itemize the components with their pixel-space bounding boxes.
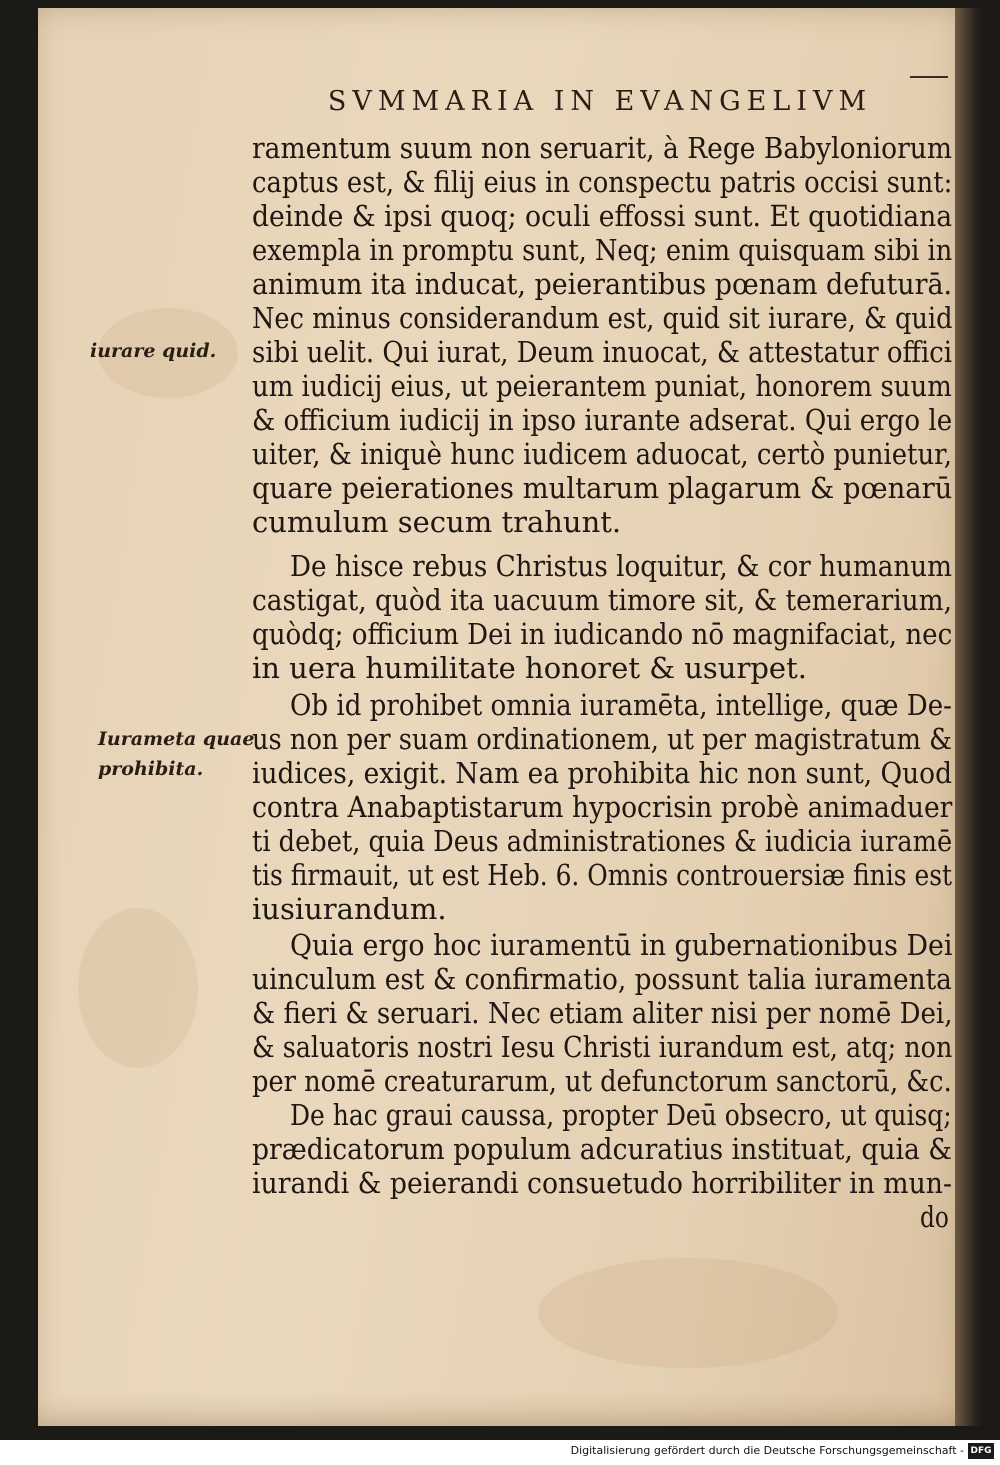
- text-line: ramentum suum non seruarit, à Rege Babyloniorum: [252, 131, 952, 165]
- text-line: uinculum est & confirmatio, possunt talia iuramenta: [252, 962, 952, 996]
- funding-credit: Digitalisierung gefördert durch die Deutsche Forschungsgemeinschaft -: [570, 1444, 964, 1457]
- text-line: per nomē creaturarum, ut defunctorum sanctorū, &c.: [252, 1064, 952, 1098]
- margin-note: Iurameta quae: [98, 728, 255, 750]
- text-line: tis firmauit, ut est Heb. 6. Omnis controuersiæ finis est: [252, 858, 953, 892]
- text-line: in uera humilitate honoret & usurpet.: [252, 651, 807, 685]
- text-line: & saluatoris nostri Iesu Christi iurandum est, atq; non: [252, 1030, 953, 1064]
- margin-note: iurare quid.: [90, 340, 217, 362]
- paper-stain: [78, 908, 198, 1068]
- text-line: iurandi & peierandi consuetudo horribiliter in mun-: [252, 1166, 952, 1200]
- text-line: iusiurandum.: [252, 892, 447, 926]
- page-mark: [910, 76, 948, 78]
- text-line: Quia ergo hoc iuramentū in gubernationibus Dei: [290, 928, 953, 962]
- text-line: exempla in promptu sunt, Neq; enim quisquam sibi in: [252, 233, 953, 267]
- text-line: um iudicij eius, ut peierantem puniat, honorem suum: [252, 369, 952, 403]
- text-line: prædicatorum populum adcuratius instituat, quia &: [252, 1132, 952, 1166]
- text-line: De hisce rebus Christus loquitur, & cor humanum: [290, 549, 952, 583]
- running-header: SVMMARIA IN EVANGELIVM: [327, 86, 873, 117]
- text-line: De hac graui caussa, propter Deū obsecro, ut quisq;: [290, 1098, 952, 1132]
- text-line: Ob id prohibet omnia iuramēta, intellige, quæ De-: [290, 688, 952, 722]
- text-line: & fieri & seruari. Nec etiam aliter nisi per nomē Dei,: [252, 996, 953, 1030]
- text-line: cumulum secum trahunt.: [252, 505, 622, 539]
- text-line: deinde & ipsi quoq; oculi effossi sunt. Et quotidiana: [252, 199, 953, 233]
- text-line: captus est, & filij eius in conspectu patris occisi sunt:: [252, 165, 953, 199]
- book-binding: [955, 8, 983, 1426]
- margin-note: prohibita.: [98, 758, 204, 780]
- text-line: quòdq; officium Dei in iudicando nō magnifaciat, nec: [252, 617, 953, 651]
- text-line: uiter, & iniquè hunc iudicem aduocat, certò punietur,: [252, 437, 952, 471]
- catchword: do: [920, 1200, 949, 1234]
- paper-stain: [538, 1258, 838, 1368]
- text-line: quare peierationes multarum plagarum & pœnarū: [252, 471, 953, 505]
- dfg-logo: DFG: [968, 1443, 994, 1459]
- text-line: animum ita inducat, peierantibus pœnam defuturā.: [252, 267, 953, 301]
- text-line: Nec minus considerandum est, quid sit iurare, & quid: [252, 301, 953, 335]
- text-line: iudices, exigit. Nam ea prohibita hic non sunt, Quod: [252, 756, 952, 790]
- text-line: sibi uelit. Qui iurat, Deum inuocat, & attestatur offici: [252, 335, 953, 369]
- text-line: ti debet, quia Deus administrationes & iudicia iuramē: [252, 824, 953, 858]
- text-line: castigat, quòd ita uacuum timore sit, & temerarium,: [252, 583, 952, 617]
- text-line: & officium iudicij in ipso iurante adserat. Qui ergo le: [252, 403, 953, 437]
- text-line: contra Anabaptistarum hypocrisin probè animaduer: [252, 790, 953, 824]
- footer-bar: [0, 1440, 1000, 1465]
- text-line: us non per suam ordinationem, ut per magistratum &: [252, 722, 952, 756]
